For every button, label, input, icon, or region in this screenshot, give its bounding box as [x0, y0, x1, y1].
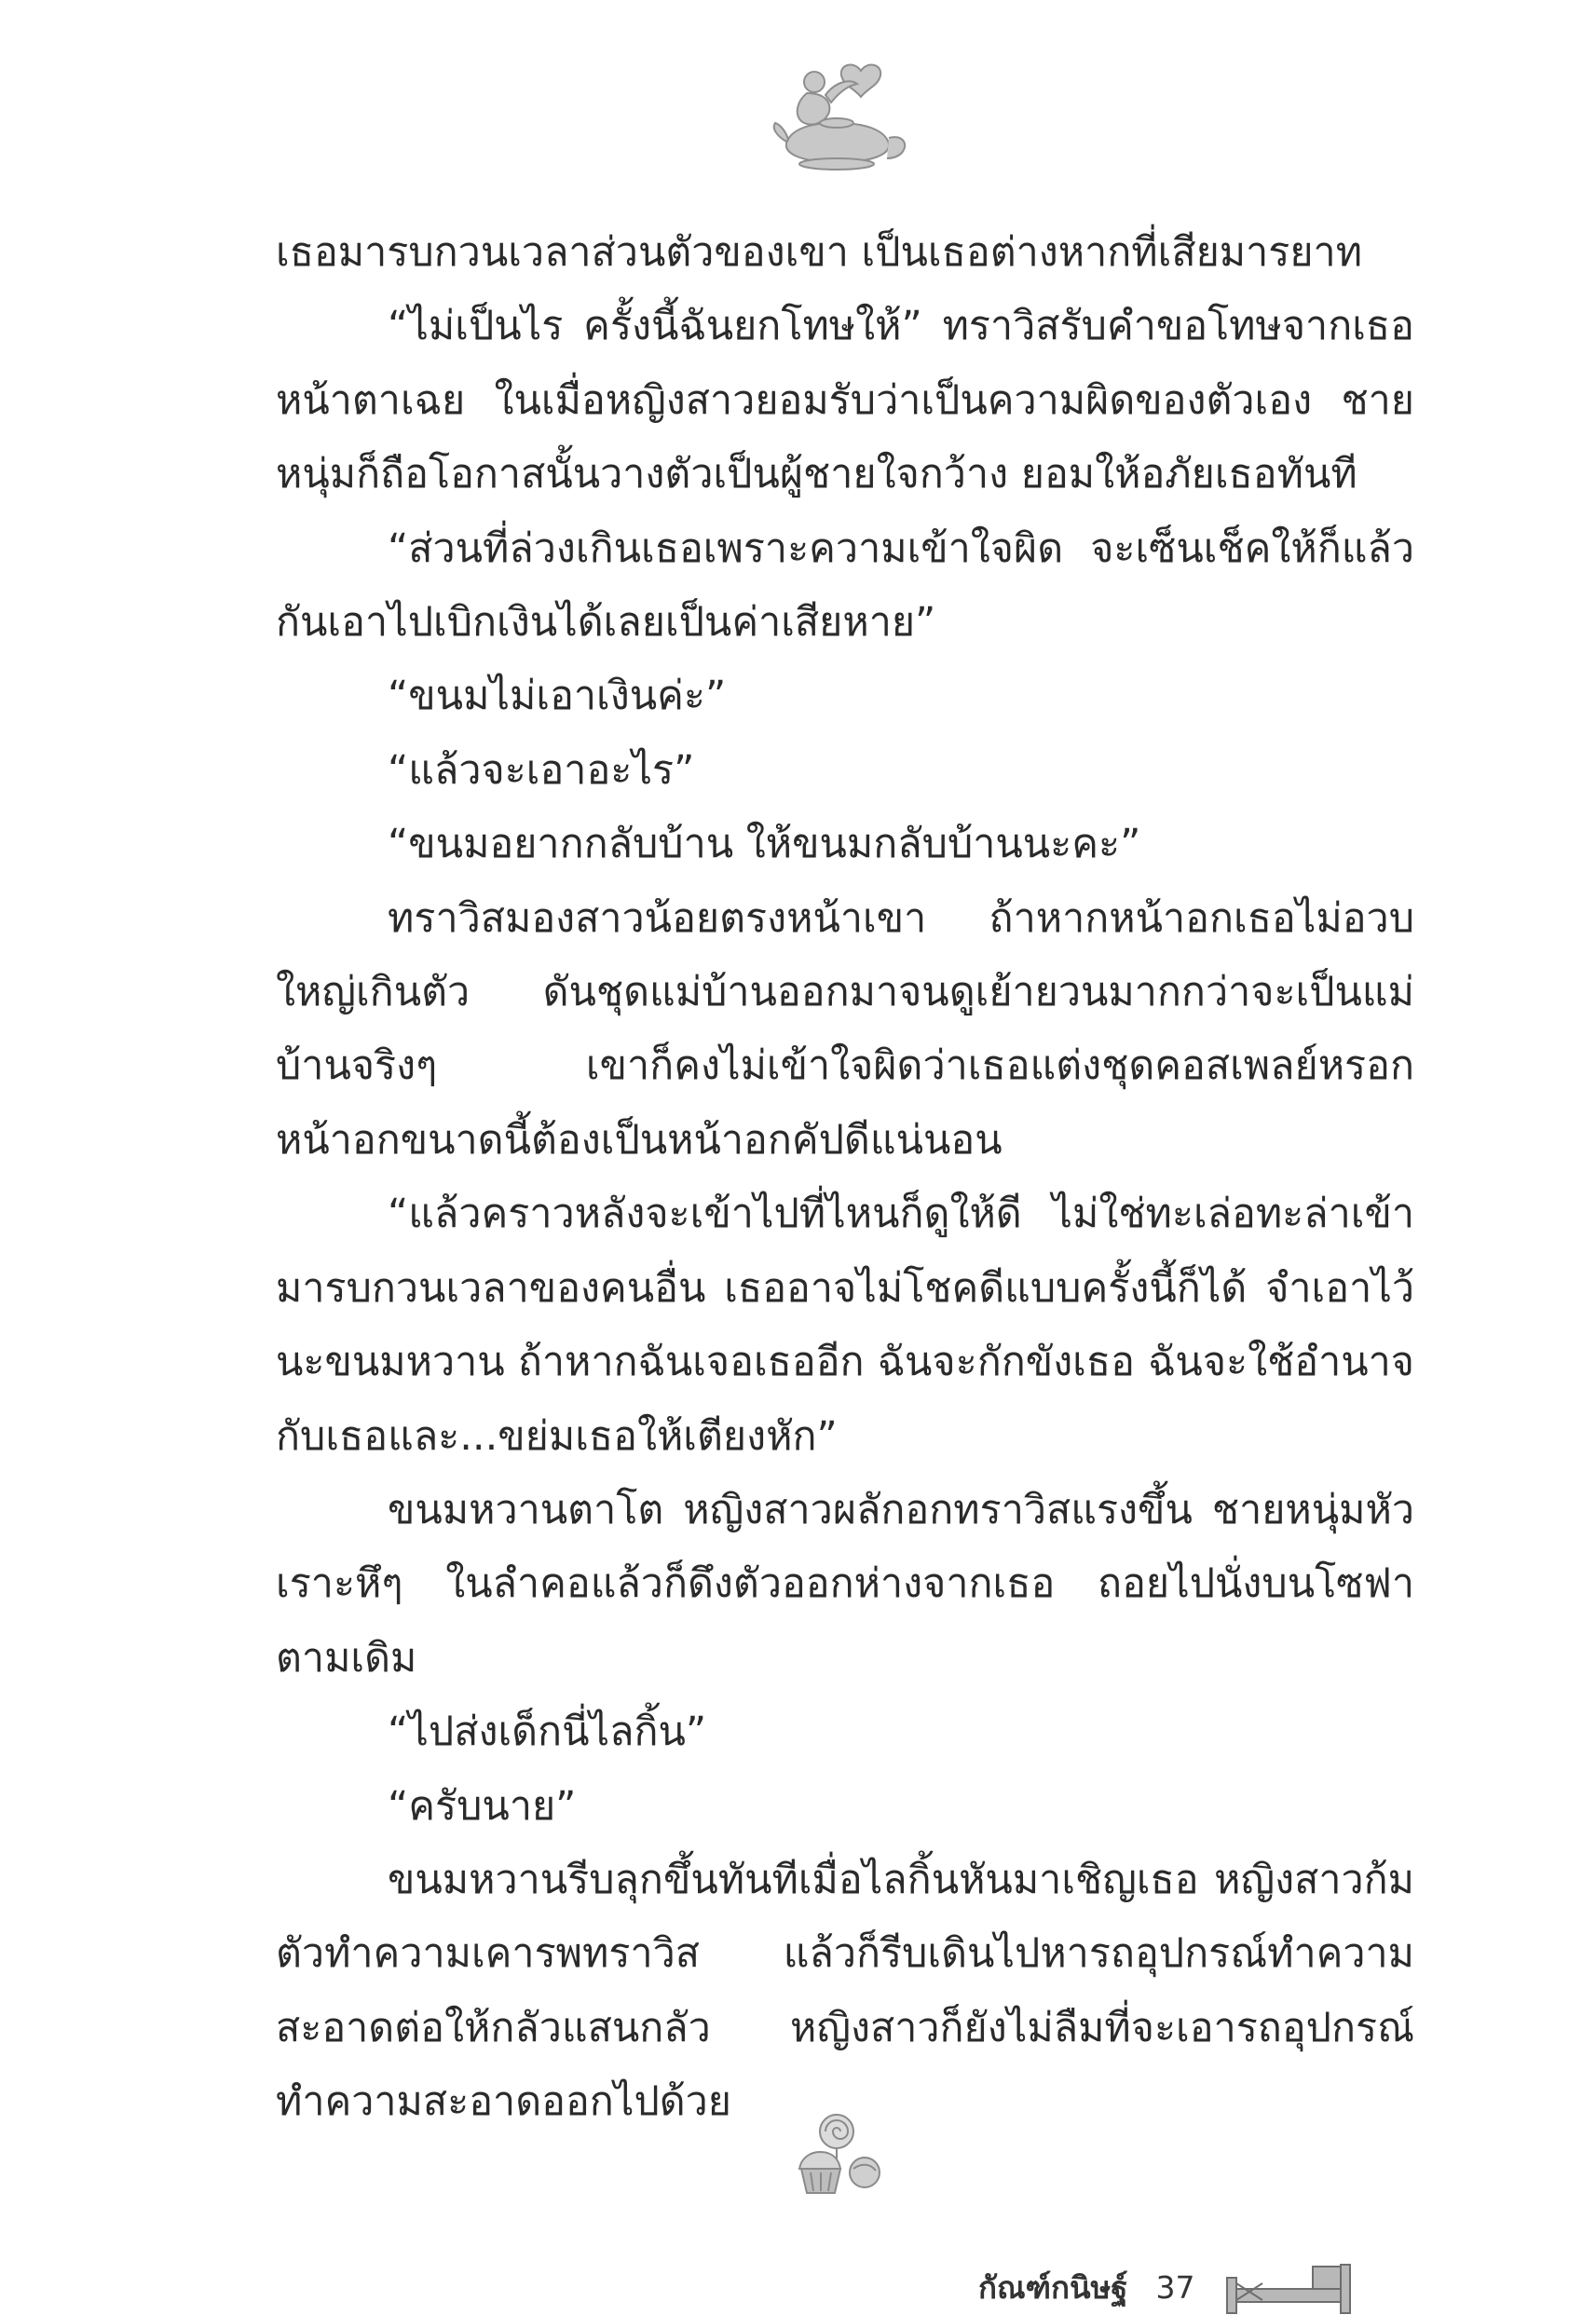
bed-icon — [1223, 2259, 1354, 2315]
paragraph: ขนมหวานตาโต หญิงสาวผลักอกทราวิสแรงขึ้น ชายหนุ่มหัวเราะหึๆ ในลำคอแล้วก็ดึงตัวออกห่างจากเธอ ถอยไปนั่งบนโซฟาตามเดิม — [276, 1486, 1414, 1682]
paragraph: เธอมารบกวนเวลาส่วนตัวของเขา เป็นเธอต่างหากที่เสียมารยาท — [276, 229, 1363, 276]
paragraph: “ขนมไม่เอาเงินค่ะ” — [388, 673, 727, 720]
paragraph: “ขนมอยากกลับบ้าน ให้ขนมกลับบ้านนะคะ” — [388, 821, 1141, 868]
book-title: กัณฑ์กนิษฐ์ — [978, 2268, 1128, 2306]
paragraph: ทราวิสมองสาวน้อยตรงหน้าเขา ถ้าหากหน้าอกเธอไม่อวบใหญ่เกินตัว ดันชุดแม่บ้านออกมาจนดูเย้ายวนมากกว่าจะเป็นแม่บ้านจริงๆ เขาก็คงไม่เข้าใจผิดว่าเธอแต่งชุดคอสเพลย์หรอก หน้าอกขนาดนี้ต้องเป็นหน้าอกคัปดีแน่นอน — [276, 894, 1414, 1164]
paragraph: “แล้วคราวหลังจะเข้าไปที่ไหนก็ดูให้ดี ไม่ใช่ทะเล่อทะล่าเข้ามารบกวนเวลาของคนอื่น เธออาจไม่โชคดีแบบครั้งนี้ก็ได้ จำเอาไว้นะขนมหวาน ถ้าหากฉันเจอเธออีก ฉันจะกักขังเธอ ฉันจะใช้อำนาจกับเธอและ...ขย่มเธอให้เตียงหัก” — [276, 1191, 1414, 1460]
body-text — [276, 216, 1414, 2140]
paragraph: “ไปส่งเด็กนี่ไลกิ้น” — [388, 1709, 707, 1756]
paragraph: “ไม่เป็นไร ครั้งนี้ฉันยกโทษให้” ทราวิสรับคำขอโทษจากเธอหน้าตาเฉย ในเมื่อหญิงสาวยอมรับว่าเป็นความผิดของตัวเอง ชายหนุ่มก็ถือโอกาสนั้นวางตัวเป็นผู้ชายใจกว้าง ยอมให้อภัยเธอทันที — [276, 303, 1414, 498]
page-number: 37 — [1155, 2268, 1195, 2306]
paragraph: ขนมหวานรีบลุกขึ้นทันทีเมื่อไลกิ้นหันมาเชิญเธอ หญิงสาวก้มตัวทำความเคารพทราวิส แล้วก็รีบเดินไปหารถอุปกรณ์ทำความสะอาดต่อให้กลัวแสนกลัว หญิงสาวก็ยังไม่ลืมที่จะเอารถอุปกรณ์ทำความสะอาดออกไปด้วย — [276, 1856, 1414, 2126]
paragraph: “ส่วนที่ล่วงเกินเธอเพราะความเข้าใจผิด จะเซ็นเช็คให้ก็แล้วกันเอาไปเบิกเงินได้เลยเป็นค่าเสียหาย” — [276, 524, 1414, 647]
paragraph: “แล้วจะเอาอะไร” — [388, 746, 695, 794]
candy-cupcake-icon — [788, 2107, 891, 2200]
paragraph: “ครับนาย” — [388, 1782, 577, 1830]
cupid-teapot-icon — [770, 54, 909, 184]
page-footer — [978, 2259, 1354, 2315]
